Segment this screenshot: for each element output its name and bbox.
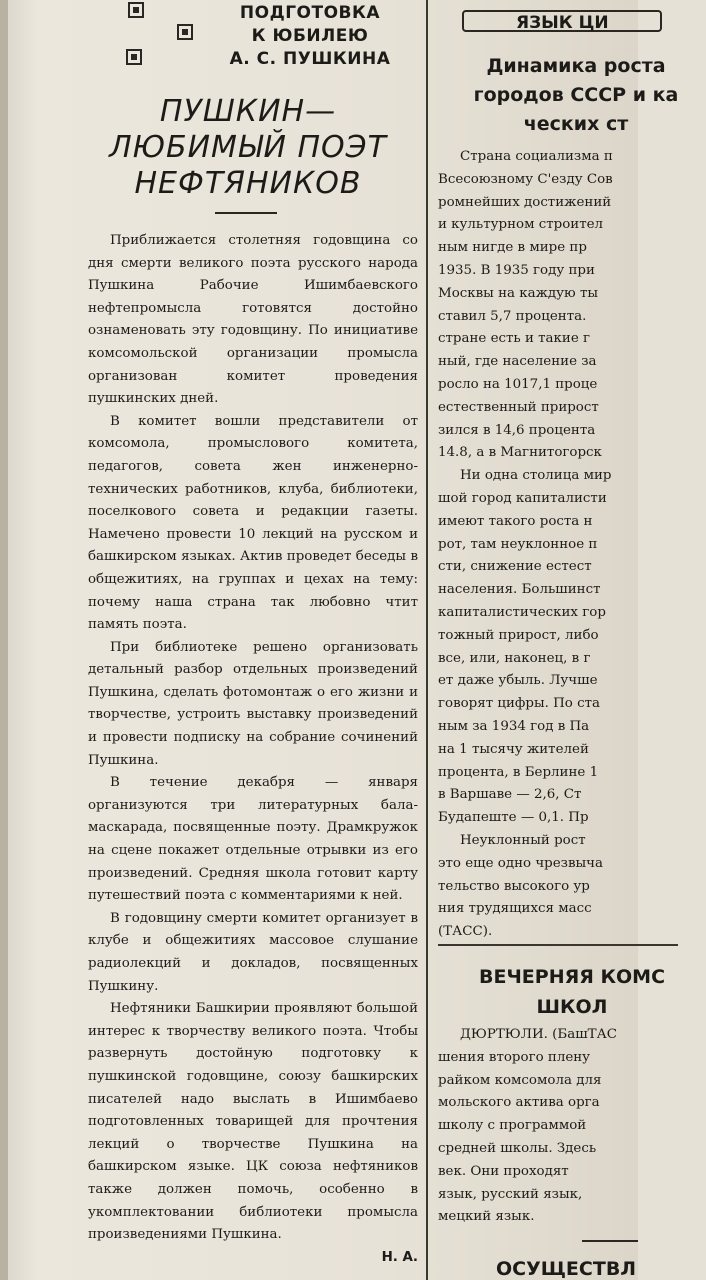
rubric-line: ПОДГОТОВКА [239, 3, 381, 23]
paragraph: В годовщину смерти комитет организует в клубе и общежитиях массовое слушание радиолекций и докладов, посвященных Пушкину. [88, 910, 418, 994]
text-line: и культурном строител [438, 217, 604, 233]
rubric-line: А. С. ПУШКИНА [229, 49, 391, 69]
ornament-square [128, 2, 144, 18]
right-article-body [438, 146, 678, 944]
paragraph: В комитет вошли представители от комсомола, промыслового комитета, педагогов, совета жен инженерно-технических работников, клуба, библиотеки, поселкового совета и редакции газеты. Намечено провести 10 лекций на русском и башкирском языках. Актив проведет беседы в общежитиях, на группах и цехах на тему: почему наша страна так любовно чтит память поэта. [88, 413, 418, 633]
text-line: ДЮРТЮЛИ. (БашТАС [460, 1027, 617, 1042]
right-column [432, 0, 679, 1280]
text-line: школу с программой [438, 1118, 587, 1134]
paragraph: При библиотеке решено организовать детальный разбор отдельных произведений Пушкина, сделать фотомонтаж о его жизни и творчестве, устроить выставку произведений и провести подписку на собрание сочинений Пушкина. [88, 639, 418, 768]
text-line: говорят цифры. По ста [438, 696, 601, 712]
text-line: ния трудящихся масс [438, 901, 592, 917]
text-line: (ТАСС). [438, 924, 493, 940]
right-headline [446, 52, 706, 139]
right-headline-2 [452, 962, 692, 1022]
text-line: век. Они проходят [438, 1163, 569, 1179]
text-line: рот, там неуклонное п [438, 536, 598, 552]
headline-line: городов СССР и ка [473, 84, 679, 106]
headline-line: ПУШКИН— [159, 94, 337, 129]
paragraph: Приближается столетняя годовщина со дня смерти великого поэта русского народа Пушкина Рабочие Ишимбаевского нефтепромысла готовятся достойно ознаменовать эту годовщину. По инициативе комсомольской организации промысла организован комитет проведения пушкинских дней. [88, 233, 418, 407]
text-line: ным нигде в мире пр [438, 240, 587, 256]
text-line: ромнейших достижений [438, 194, 612, 210]
text-line: Неуклонный рост [460, 832, 586, 848]
text-line: ставил 5,7 процента. [438, 308, 587, 324]
text-line: ным за 1934 год в Па [438, 718, 590, 734]
text-line: ный, где население за [438, 354, 597, 370]
headline-divider [215, 212, 277, 214]
paragraph: Нефтяники Башкирии проявляют большой интерес к творчеству великого поэта. Чтобы развернуть достойную подготовку к пушкинской годовщине, союзу башкирских писателей надо выслать в Ишимбаево подготовленных товарищей для прочтения лекций о творчестве Пушкина на башкирском языке. ЦК союза нефтяников также должен помочь, особенно в укомплектовании библиотеки промысла произведениями Пушкина. [88, 1001, 418, 1243]
text-line: райком комсомола для [438, 1072, 602, 1088]
headline-line: ческих ст [523, 113, 629, 135]
text-line: шения второго плену [438, 1049, 591, 1065]
headline-line: ШКОЛ [536, 996, 608, 1018]
author-signature: Н. А. [381, 1249, 418, 1265]
article-body [88, 230, 418, 1269]
headline-line: ВЕЧЕРНЯЯ КОМС [478, 966, 666, 988]
page-edge [0, 0, 8, 1280]
text-line: мецкий язык. [438, 1209, 535, 1225]
text-line: на 1 тысячу жителей [438, 741, 589, 757]
text-line: тожный прирост, либо [438, 627, 599, 643]
text-line: шой город капиталисти [438, 490, 607, 506]
text-line: это еще одно чрезвыча [438, 855, 604, 871]
text-line: все, или, наконец, в г [438, 650, 591, 666]
rubric-pushkin-jubilee [210, 2, 410, 71]
text-line: ет даже убыль. Лучше [438, 673, 598, 689]
text-line: 1935. В 1935 году при [438, 262, 595, 278]
text-line: росло на 1017,1 проце [438, 376, 598, 392]
headline-line: ЛЮБИМЫЙ ПОЭТ [109, 130, 387, 165]
headline-line: НЕФТЯНИКОВ [134, 166, 362, 201]
text-line: средней школы. Здесь [438, 1140, 597, 1156]
right-article-2-body [438, 1024, 678, 1229]
text-line: язык, русский язык, [438, 1186, 583, 1202]
text-line: Будапеште — 0,1. Пр [438, 810, 589, 826]
text-line: капиталистических гор [438, 604, 606, 620]
headline-line: Динамика роста [486, 55, 666, 77]
text-line: в Варшаве — 2,6, Ст [438, 787, 582, 803]
article-headline [88, 94, 408, 202]
text-line: населения. Большинст [438, 582, 601, 598]
text-line: процента, в Берлине 1 [438, 764, 599, 780]
text-line: тельство высокого ур [438, 878, 590, 894]
rubric-line: К ЮБИЛЕЮ [251, 26, 369, 46]
section-divider [582, 1240, 638, 1242]
text-line: стране есть и такие г [438, 331, 591, 347]
ornament-square [126, 49, 142, 65]
text-line: Страна социализма п [460, 149, 613, 164]
text-line: сти, снижение естест [438, 559, 592, 575]
text-line: Москвы на каждую ты [438, 285, 599, 301]
ornament-square [177, 24, 193, 40]
right-headline-3: ОСУЩЕСТВЛ [496, 1258, 637, 1280]
text-line: естественный прирост [438, 399, 599, 415]
text-line: зился в 14,6 процента [438, 422, 596, 438]
paragraph: В течение декабря — января организуются три литературных бала-маскарада, посвященные поэту. Драмкружок на сцене покажет отдельные отрывки из его произведений. Средняя школа готовит карту путешествий поэта с комментариями к ней. [88, 775, 418, 904]
text-line: 14.8, а в Магнитогорск [438, 445, 602, 461]
text-line: мольского актива орга [438, 1095, 600, 1111]
text-line: Ни одна столица мир [460, 468, 612, 484]
text-line: Всесоюзному С'езду Сов [438, 171, 613, 187]
column-rule [426, 0, 428, 1280]
text-line: имеют такого роста н [438, 513, 593, 529]
column-divider [438, 944, 678, 946]
rubric-box: ЯЗЫК ЦИ [462, 10, 662, 32]
